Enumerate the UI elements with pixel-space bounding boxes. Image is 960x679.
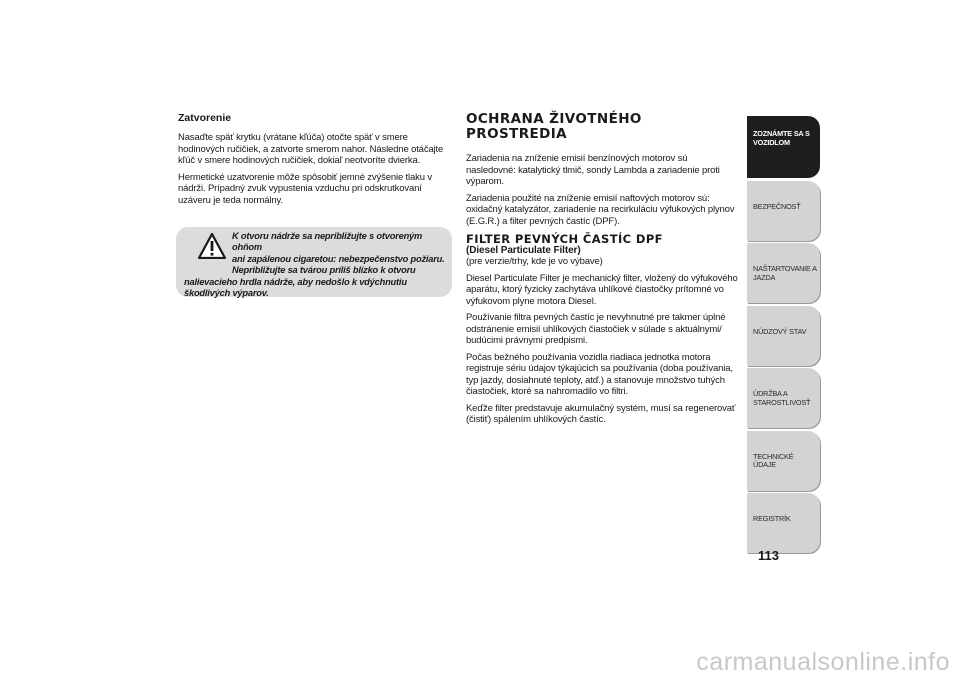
warning-line-3: Nepribližujte sa tvárou príliš blízko k otvoru xyxy=(232,265,416,276)
watermark: carmanualsonline.info xyxy=(696,648,950,676)
tab-maintenance[interactable] xyxy=(747,368,820,428)
tab-know-vehicle[interactable] xyxy=(747,116,820,178)
tab-technical-data[interactable] xyxy=(747,431,820,491)
left-column xyxy=(178,112,452,211)
environment-paragraph-2: Zariadenia použité na zníženie emisií naftových motorov sú: oxidačný katalyzátor, zariadenie na recirkuláciu výfukových plynov (E.G.R.) a filter pevných častíc (DPF). xyxy=(466,192,735,227)
tab-label: ZOZNÁMTE SA S VOZIDLOM xyxy=(753,129,810,147)
closing-heading: Zatvorenie xyxy=(178,112,232,124)
tab-safety[interactable] xyxy=(747,181,820,241)
tab-starting-driving[interactable] xyxy=(747,243,820,303)
page-number: 113 xyxy=(758,548,779,563)
dpf-title: FILTER PEVNÝCH ČASTÍC DPF xyxy=(466,232,663,246)
warning-line-2: ani zapálenou cigaretou: nebezpečenstvo požiaru. xyxy=(232,253,445,264)
environment-title xyxy=(466,112,738,141)
dpf-subtitle: (Diesel Particulate Filter) xyxy=(466,245,581,256)
chapter-tabs xyxy=(747,116,820,556)
dpf-paragraph-3: Počas bežného používania vozidla riadiaca jednotka motora registruje sériu údajov týkajúcich sa používania (doba používania, typ jazdy, dosiahnuté teploty, atď.) a stanovuje množstvo tuhých čiastočiek, ktoré sa nahromadilo vo filtri. xyxy=(466,351,733,397)
warning-text xyxy=(184,231,446,299)
tab-label: BEZPEČNOSŤ xyxy=(753,201,801,211)
dpf-note: (pre verzie/trhy, kde je vo výbave) xyxy=(466,256,603,267)
closing-paragraph-1: Nasaďte späť krytku (vrátane kľúča) otočte späť v smere hodinových ručičiek, a zatvorte smerom nahor. Následne otáčajte kľúč v smere hodinových ručičiek, dokiaľ neotvoríte dvierka. xyxy=(178,132,444,166)
warning-line-4: nalievacieho hrdla nádrže, aby nedošlo k vdýchnutiu škodlivých výparov. xyxy=(184,276,407,299)
tab-label: NÚDZOVÝ STAV xyxy=(753,326,807,336)
tab-label: REGISTRÍK xyxy=(753,514,791,523)
middle-column xyxy=(466,112,738,431)
tab-label: TECHNICKÉ ÚDAJE xyxy=(753,451,794,469)
dpf-paragraph-1: Diesel Particulate Filter je mechanický filter, vložený do výfukového aparátu, ktorý fyzicky zachytáva uhlíkové čiastočky prítomné vo výfukovom plyne motora Diesel. xyxy=(466,272,738,307)
tab-label: ÚDRŽBA A STAROSTLIVOSŤ xyxy=(753,389,811,407)
warning-box xyxy=(176,227,452,297)
environment-title-line-1: OCHRANA ŽIVOTNÉHO xyxy=(466,111,642,127)
tab-index[interactable] xyxy=(747,493,820,553)
environment-title-line-2: PROSTREDIA xyxy=(466,125,567,142)
closing-paragraph-2: Hermetické uzatvorenie môže spôsobiť jemné zvýšenie tlaku v nádrži. Prípadný zvuk vypustenia vzduchu pri odskrutkovaní uzáveru je teda normálny. xyxy=(178,171,432,206)
dpf-paragraph-4: Keďže filter predstavuje akumulačný systém, musí sa regenerovať (čistiť) spálením uhlíkových častíc. xyxy=(466,402,736,425)
environment-paragraph-1: Zariadenia na zníženie emisií benzínových motorov sú nasledovné: katalytický tlmič, sondy Lambda a zariadenie proti výparom. xyxy=(466,153,720,187)
dpf-paragraph-2: Používanie filtra pevných častíc je nevyhnutné pre takmer úplné odstránenie emisií uhlíkových čiastočiek v súlade s aktuálnymi/ budúcimi právnymi predpismi. xyxy=(466,312,726,346)
warning-line-1: K otvoru nádrže sa nepribližujte s otvoreným ohňom xyxy=(232,231,423,253)
tab-emergency[interactable] xyxy=(747,306,820,366)
tab-label: NAŠTARTOVANIE A JAZDA xyxy=(753,264,817,282)
